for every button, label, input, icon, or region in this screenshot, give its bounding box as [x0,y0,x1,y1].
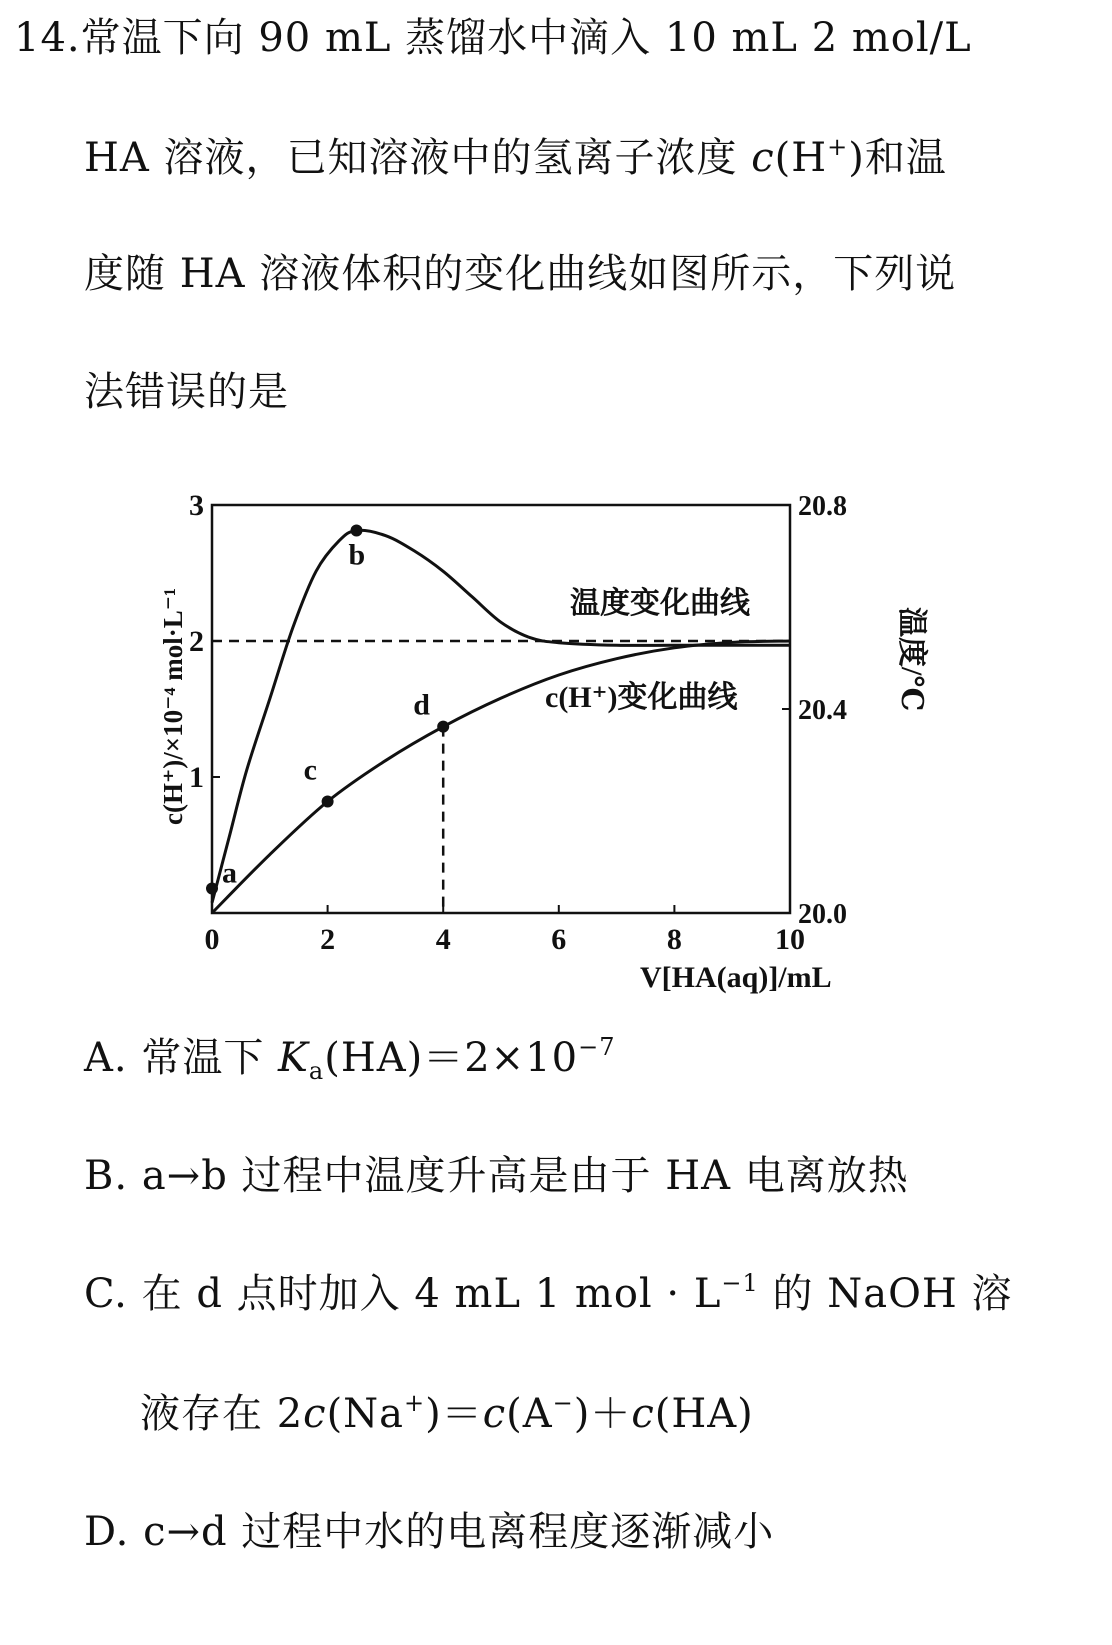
plus-sup: + [827,133,849,161]
y-axis-left-label: c(H⁺)/×10⁻⁴ mol·L⁻¹ [158,587,188,825]
y-right-tick-label: 20.0 [798,899,847,930]
option-d-text: D. c→d 过程中水的电离程度逐渐减小 [84,1509,775,1555]
point-label-a: a [222,856,237,890]
conc-symbol: c [751,135,775,181]
question-number: 14. [14,15,81,61]
question-line-4 [84,368,289,416]
option-d [84,1508,774,1556]
option-c-text-a: C. 在 d 点时加入 4 mL 1 mol · L [84,1271,722,1317]
x-tick-label: 0 [204,923,220,956]
option-c2-sup1: + [404,1389,426,1417]
option-a-rest: (HA)＝2×10 [324,1035,579,1081]
question-line-1 [14,14,972,62]
option-c2-a: 液存在 2 [140,1391,304,1437]
y-left-tick-label: 3 [189,495,204,522]
option-c2-c3: c [631,1391,655,1437]
point-a [206,883,218,895]
question-stem-2h: (H [774,135,828,181]
question-stem-3: 度随 HA 溶液体积的变化曲线如图所示，下列说 [84,251,957,297]
x-tick-label: 2 [320,923,336,956]
question-stem-4: 法错误的是 [84,369,289,415]
option-a-k: K [278,1035,309,1081]
chart [140,495,940,1035]
option-c-text-b: 的 NaOH 溶 [758,1271,1013,1317]
point-label-d: d [413,688,430,722]
option-c2-sup2: − [552,1389,574,1417]
question-line-3 [84,250,956,298]
x-tick-label: 10 [775,923,805,956]
question-stem-2b: )和温 [848,135,947,181]
option-c2-c1: c [303,1391,327,1437]
point-label-b: b [348,538,366,572]
option-a [84,1033,616,1085]
point-b [351,525,363,537]
option-c2-b: (Na [326,1391,405,1437]
option-a-sub: a [308,1057,325,1085]
question-line-2 [84,134,947,182]
x-axis-label: V[HA(aq)]/mL [640,961,832,994]
option-c-exp: −1 [721,1269,759,1297]
temperature-curve-label: 温度变化曲线 [570,587,750,620]
option-b-text: B. a→b 过程中温度升高是由于 HA 电离放热 [84,1153,909,1199]
y-right-tick-label: 20.4 [798,695,847,726]
y-left-tick-label: 1 [189,761,204,794]
option-b [84,1152,909,1200]
question-stem-1: 常温下向 90 mL 蒸馏水中滴入 10 mL 2 mol/L [80,15,972,61]
option-c2-c: )＝ [425,1391,483,1437]
x-tick-label: 8 [666,923,682,956]
option-c2-f: (HA) [654,1391,754,1437]
option-c2-c2: c [482,1391,507,1437]
option-c-line-1 [84,1270,1012,1318]
h-ion-curve-label: c(H⁺)变化曲线 [545,681,738,714]
point-label-c: c [303,753,317,787]
option-c2-d: (A [506,1391,553,1437]
point-d [437,721,449,733]
x-tick-label: 4 [435,923,451,956]
question-stem-2a: HA 溶液，已知溶液中的氢离子浓度 [84,135,752,181]
y-left-tick-label: 2 [189,625,204,658]
point-c [322,795,334,807]
option-a-prefix: A. 常温下 [84,1035,279,1081]
y-axis-right-label: 温度/℃ [895,607,928,712]
option-a-exp: −7 [578,1033,616,1061]
y-right-tick-label: 20.8 [798,495,847,522]
option-c2-e: )＋ [573,1391,632,1437]
option-c-line-2 [140,1390,754,1438]
x-tick-label: 6 [551,923,567,956]
